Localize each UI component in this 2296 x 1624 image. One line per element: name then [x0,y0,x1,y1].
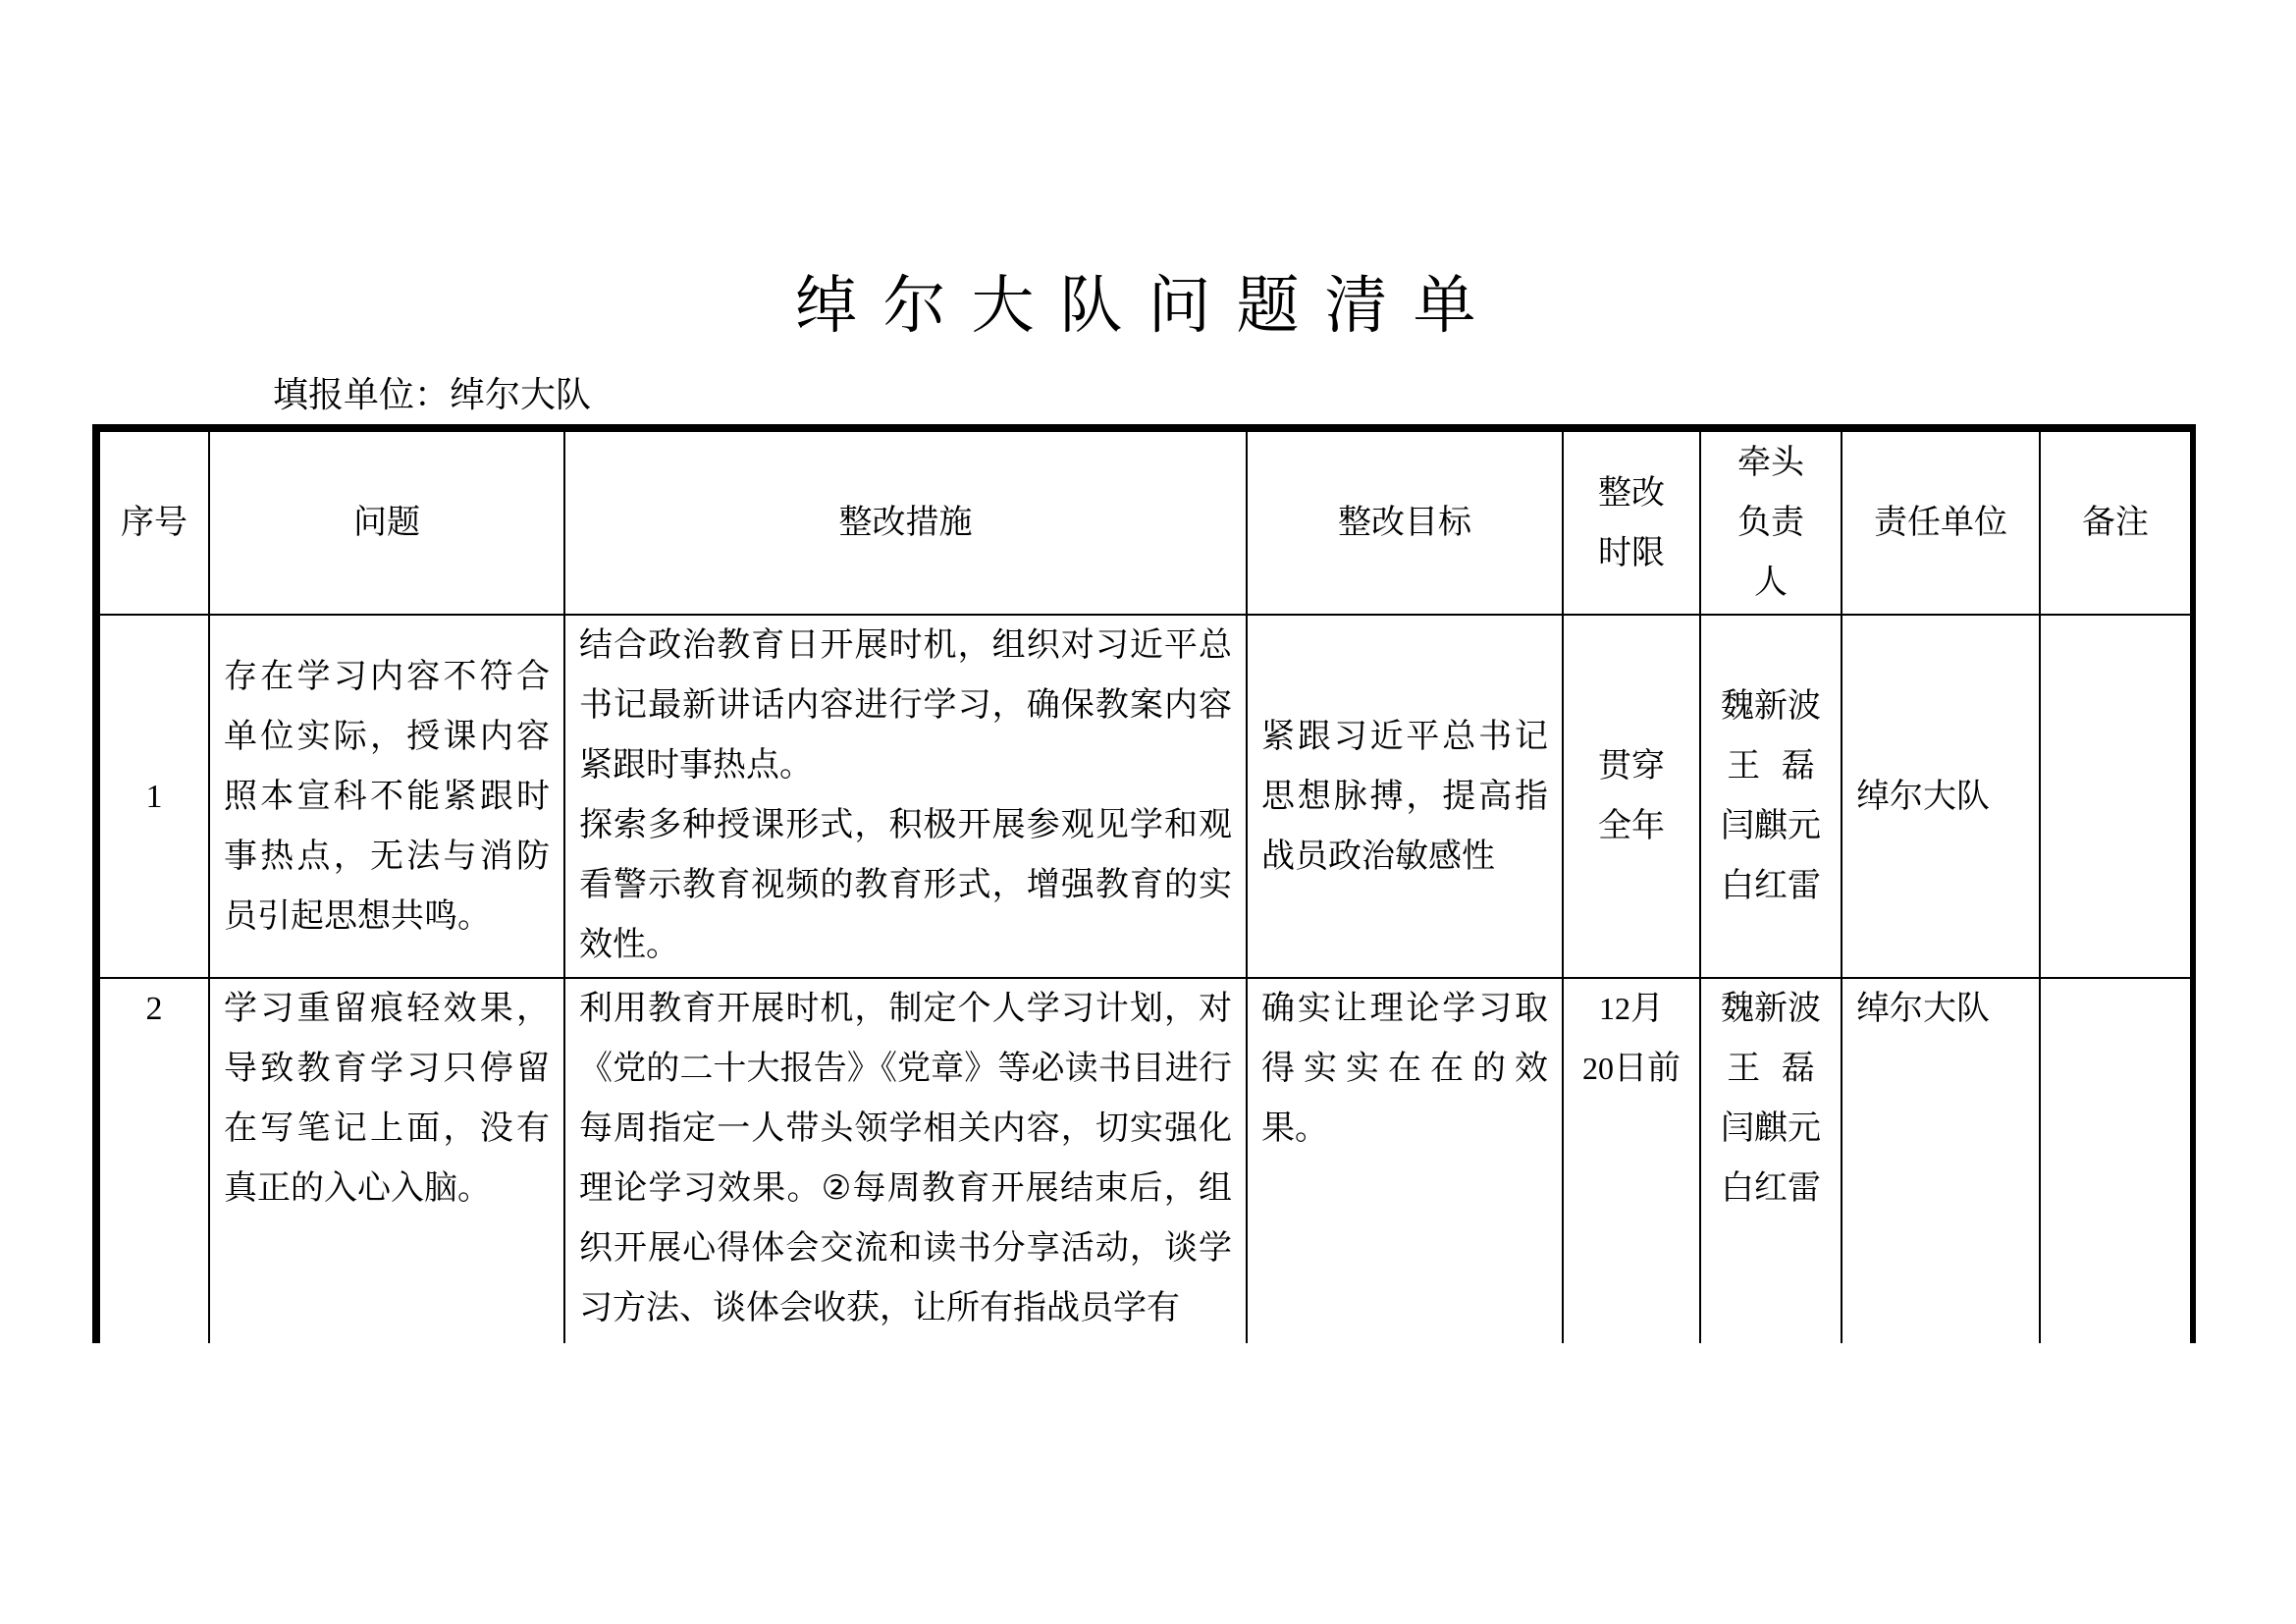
header-unit: 责任单位 [1842,431,2040,615]
row-unit: 绰尔大队 [1842,978,2040,1343]
header-measures: 整改措施 [564,431,1247,615]
header-leader: 牵头负责人 [1700,431,1842,615]
leader-name: 魏新波 [1721,686,1821,726]
header-deadline: 整改时限 [1563,431,1700,615]
leader-name: 闫麒元 [1721,806,1821,845]
table-row [99,615,2191,978]
row-leaders [1700,615,1842,978]
row-issue: 学习重留痕轻效果，导致教育学习只停留在写笔记上面，没有真正的入心入脑。 [209,978,564,1343]
row-deadline-line: 贯穿 [1598,746,1665,785]
header-seq: 序号 [99,431,209,615]
leader-name: 白红雷 [1721,1168,1821,1208]
row-remarks [2040,978,2191,1343]
row-measures-part-2: 探索多种授课形式，积极开展参观见学和观看警示教育视频的教育形式，增强教育的实效性。 [579,805,1232,964]
row-goal: 紧跟习近平总书记思想脉搏，提高指战员政治敏感性 [1247,615,1563,978]
row-seq: 2 [99,978,209,1343]
row-measures: 利用教育开展时机，制定个人学习计划，对《党的二十大报告》《党章》等必读书目进行每周指定一人带头领学相关内容，切实强化理论学习效果。②每周教育开展结束后，组织开展心得体会交流和读书分享活动，谈学习方法、谈体会收获，让所有指战员学有 [564,978,1247,1343]
row-seq: 1 [99,615,209,978]
header-issue: 问题 [209,431,564,615]
row-measures [564,615,1247,978]
table-row [99,978,2191,1343]
issue-table [98,430,2192,1343]
row-leaders [1700,978,1842,1343]
row-deadline-line: 全年 [1598,806,1665,845]
row-unit: 绰尔大队 [1842,615,2040,978]
leader-name: 王 磊 [1727,746,1815,785]
table-header-row [99,431,2191,615]
report-unit-label: 填报单位：绰尔大队 [273,375,592,415]
leader-name: 王 磊 [1727,1049,1815,1088]
leader-name: 白红雷 [1721,866,1821,905]
header-goal: 整改目标 [1247,431,1563,615]
row-goal: 确实让理论学习取得实实在在的效果。 [1247,978,1563,1343]
issue-table-frame [92,424,2196,1343]
row-remarks [2040,615,2191,978]
row-measures-part-1: 结合政治教育日开展时机，组织对习近平总书记最新讲话内容进行学习，确保教案内容紧跟时事热点。 [579,625,1232,785]
row-deadline [1563,615,1700,978]
page-title: 绰尔大队问题清单 [794,270,1502,343]
leader-name: 闫麒元 [1721,1109,1821,1148]
header-remarks: 备注 [2040,431,2191,615]
row-issue: 存在学习内容不符合单位实际，授课内容照本宣科不能紧跟时事热点，无法与消防员引起思想共鸣。 [209,615,564,978]
row-deadline-line: 12月 [1599,989,1664,1028]
row-deadline [1563,978,1700,1343]
row-deadline-line: 20日前 [1582,1049,1681,1088]
leader-name: 魏新波 [1721,989,1821,1028]
